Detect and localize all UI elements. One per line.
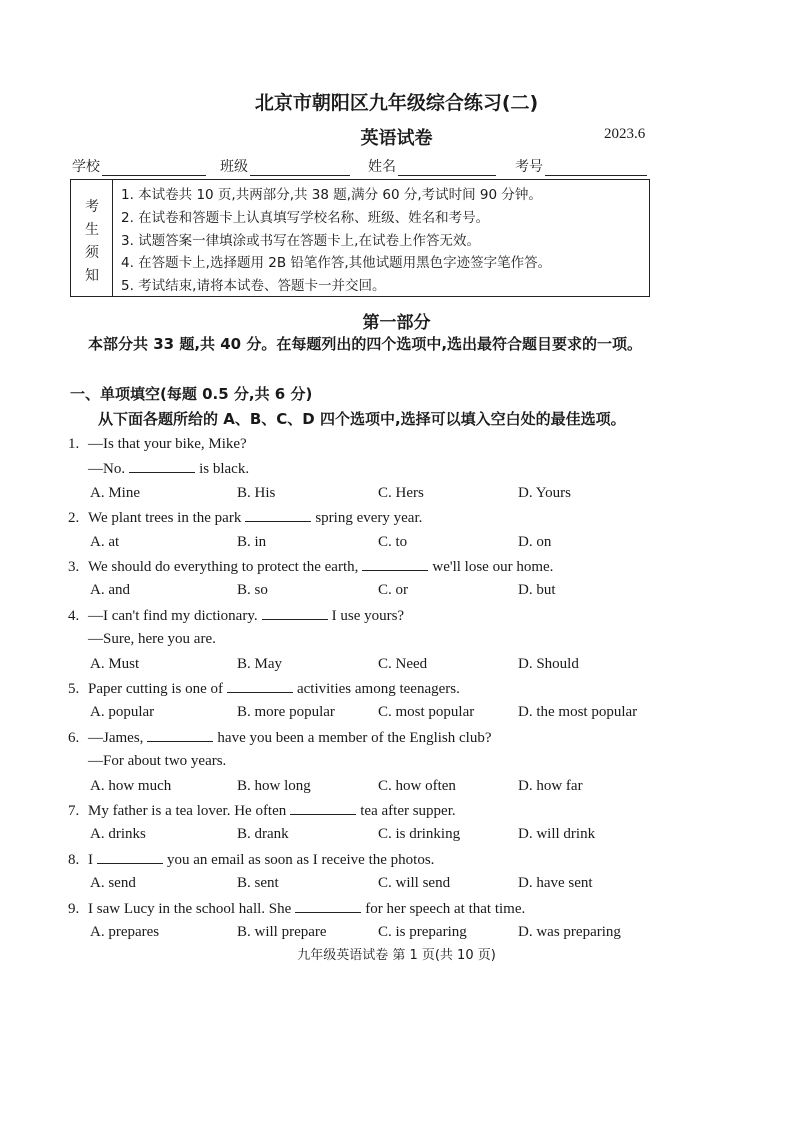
answer-option: A. drinks: [90, 826, 146, 843]
answer-option: A. popular: [90, 704, 155, 721]
exam-no-label: 考号: [515, 159, 543, 175]
question-text: have you been a member of the English club?: [217, 729, 492, 746]
question-text: We should do everything to protect the earth,: [88, 559, 359, 575]
notice-item: 2. 在试卷和答题卡上认真填写学校名称、班级、姓名和考号。: [121, 209, 490, 226]
notice-label-char: 须: [85, 245, 99, 261]
answer-option: A. prepares: [90, 924, 160, 940]
question-number: 3.: [68, 559, 80, 575]
question-text: —I can't find my dictionary.: [88, 607, 258, 624]
question-text: activities among teenagers.: [296, 681, 460, 697]
answer-option: C. or: [378, 582, 408, 599]
answer-option: B. how long: [237, 777, 311, 794]
answer-option: D. have sent: [518, 875, 593, 892]
notice-label: [71, 180, 113, 296]
answer-option: A. and: [90, 582, 130, 599]
answer-option: B. so: [237, 582, 268, 599]
question-line: [68, 436, 247, 453]
question-line: [68, 900, 525, 918]
question-text: —Is that your bike, Mike?: [88, 436, 247, 452]
question-text: tea after supper.: [360, 803, 456, 819]
answer-blank: [362, 558, 428, 571]
exam-title: 北京市朝阳区九年级综合练习(二): [254, 92, 539, 114]
answer-option: A. how much: [90, 777, 172, 794]
answer-option: D. the most popular: [518, 704, 638, 721]
answer-option: C. is drinking: [378, 826, 461, 843]
question-number: 7.: [68, 803, 80, 819]
answer-option: A. Must: [90, 655, 140, 672]
school-line: [102, 159, 206, 176]
question-number: 6.: [68, 729, 80, 746]
notice-box: [70, 179, 650, 297]
question-number: 8.: [68, 851, 80, 868]
question-text: for her speech at that time.: [365, 900, 526, 917]
question-line: [68, 607, 404, 625]
answer-option: A. Mine: [90, 484, 140, 501]
name-label: 姓名: [368, 159, 396, 175]
exam-no-line: [545, 159, 647, 176]
question-text: I use yours?: [331, 607, 405, 624]
answer-option: B. His: [237, 484, 276, 501]
notice-items: [121, 184, 551, 298]
answer-option: D. how far: [518, 777, 583, 794]
section-title: 第一部分: [362, 313, 431, 333]
question-number: 5.: [68, 681, 80, 697]
answer-option: B. in: [237, 533, 267, 550]
notice-item: 1. 本试卷共 10 页,共两部分,共 38 题,满分 60 分,考试时间 90 分钟。: [121, 187, 542, 203]
notice-item: 3. 试题答案一律填涂或书写在答题卡上,在试卷上作答无效。: [121, 232, 480, 249]
school-field: [72, 156, 206, 176]
notice-label-char: 考: [85, 199, 99, 215]
answer-option: D. will drink: [518, 826, 596, 843]
question-line: [68, 680, 460, 698]
answer-option: B. will prepare: [237, 924, 327, 940]
name-field: [368, 156, 496, 176]
question-text: —Sure, here you are.: [88, 631, 216, 648]
answer-blank: [129, 460, 195, 473]
question-line: [68, 851, 434, 869]
answer-option: D. but: [518, 582, 556, 599]
question-number: 9.: [68, 900, 80, 917]
question-text: I saw Lucy in the school hall. She: [88, 900, 292, 917]
part-title: 一、单项填空(每题 0.5 分,共 6 分): [70, 385, 313, 403]
answer-option: C. will send: [378, 875, 451, 892]
answer-option: C. is preparing: [378, 924, 467, 940]
question-text: Paper cutting is one of: [88, 681, 223, 697]
answer-option: B. more popular: [237, 704, 335, 721]
student-info-row: [72, 156, 662, 180]
notice-item: 5. 考试结束,请将本试卷、答题卡一并交回。: [121, 278, 386, 295]
question-text: is black.: [199, 461, 250, 478]
answer-option: B. May: [237, 655, 282, 672]
answer-option: C. Hers: [378, 484, 424, 501]
question-text: I: [88, 851, 93, 868]
question-line: [68, 509, 422, 527]
class-field: [220, 156, 350, 176]
notice-label-char: 生: [85, 222, 99, 238]
answer-option: D. on: [518, 533, 552, 550]
answer-option: C. how often: [378, 777, 456, 794]
notice-item: 4. 在答题卡上,选择题用 2B 铅笔作答,其他试题用黑色字迹签字笔作答。: [121, 255, 552, 272]
exam-date: 2023.6: [604, 126, 646, 142]
answer-option: A. at: [90, 533, 120, 550]
class-label: 班级: [220, 159, 248, 175]
answer-option: B. drank: [237, 826, 289, 843]
question-line: [68, 631, 216, 648]
notice-label-char: 知: [85, 268, 99, 284]
answer-option: B. sent: [237, 875, 279, 892]
question-text: we'll lose our home.: [432, 559, 554, 575]
question-line: [68, 460, 249, 478]
answer-option: C. Need: [378, 655, 428, 672]
school-label: 学校: [72, 159, 100, 175]
question-text: We plant trees in the park: [88, 510, 242, 527]
question-text: —For about two years.: [88, 753, 227, 770]
answer-option: D. Should: [518, 655, 579, 672]
question-line: [68, 753, 226, 770]
question-text: —No.: [88, 461, 126, 478]
answer-blank: [245, 509, 311, 522]
answer-blank: [295, 900, 361, 913]
section-intro: [72, 332, 662, 356]
answer-option: C. to: [378, 533, 408, 550]
class-line: [250, 159, 350, 176]
section-intro-text: 本部分共 33 题,共 40 分。在每题列出的四个选项中,选出最符合题目要求的一项。: [88, 335, 643, 353]
question-text: spring every year.: [315, 510, 423, 527]
exam-subtitle: 英语试卷: [360, 128, 433, 149]
question-line: [68, 802, 456, 820]
answer-blank: [290, 802, 356, 815]
part-instruction: 从下面各题所给的 A、B、C、D 四个选项中,选择可以填入空白处的最佳选项。: [98, 410, 626, 428]
name-line: [398, 159, 496, 176]
question-number: 2.: [68, 510, 80, 527]
page-footer: 九年级英语试卷 第 1 页(共 10 页): [297, 948, 496, 963]
question-text: you an email as soon as I receive the photos.: [167, 851, 435, 868]
question-line: [68, 558, 553, 576]
answer-blank: [262, 607, 328, 620]
answer-blank: [227, 680, 293, 693]
answer-option: D. Yours: [518, 484, 571, 501]
question-text: —James,: [88, 729, 144, 746]
question-text: My father is a tea lover. He often: [88, 803, 287, 819]
answer-option: C. most popular: [378, 704, 475, 721]
answer-option: A. send: [90, 875, 136, 892]
exam-no-field: [515, 156, 647, 176]
question-number: 4.: [68, 607, 80, 624]
answer-blank: [147, 729, 213, 742]
answer-option: D. was preparing: [518, 924, 621, 940]
question-number: 1.: [68, 436, 80, 452]
question-line: [68, 729, 492, 747]
answer-blank: [97, 851, 163, 864]
